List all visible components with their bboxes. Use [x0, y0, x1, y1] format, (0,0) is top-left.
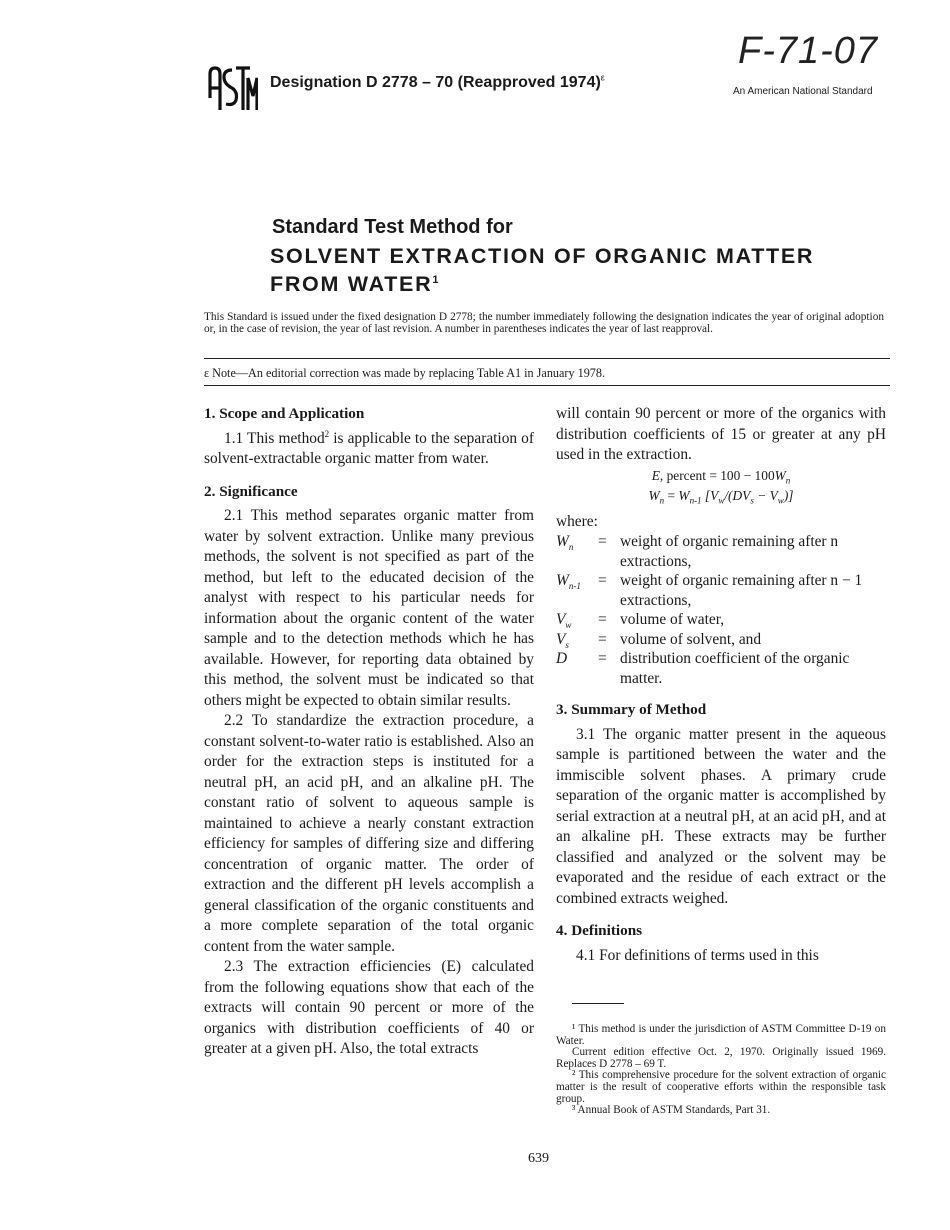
issued-statement: This Standard is issued under the fixed designation D 2778; the number immediately following the designation indicates the year of original adoption or, in the case of revision, the year of last revision. A number in parentheses indicates the year of last reapproval.: [204, 311, 884, 335]
footnote: ¹ This method is under the jurisdiction of ASTM Committee D-19 on Water.: [556, 1023, 886, 1047]
where-label: where:: [556, 512, 598, 530]
title-line-1: Standard Test Method for: [272, 216, 513, 238]
right-column: [556, 404, 886, 966]
left-column: [204, 404, 534, 1060]
paragraph-2-3: 2.3 The extraction efficiencies (E) calculated from the following equations show that each of the extracts will contain 90 percent or more of the organics with distribution coefficients of 40 or greater at a given pH. Also, the total extracts: [204, 958, 534, 1057]
section-heading: 4. Definitions: [556, 922, 643, 939]
title-line-3: FROM WATER$^1$: [270, 272, 439, 296]
handwritten-note: F-71-07: [738, 30, 879, 72]
paragraph-4-1: 4.1 For definitions of terms used in this: [576, 946, 819, 964]
paragraph-1-1: 1.1 This method$^2$ is applicable to the separation of solvent-extractable organic matter from water.: [204, 428, 534, 467]
definition-item: $V_w$ = volume of water,: [556, 611, 725, 631]
section-heading: 1. Scope and Application: [204, 405, 365, 422]
footnote: ² This comprehensive procedure for the solvent extraction of organic matter is the result of cooperative efforts within the responsible task group.: [556, 1069, 886, 1105]
footnote-rule: [572, 1003, 624, 1004]
definition-item: $W_n$ = weight of organic remaining after n extractions,: [556, 533, 839, 570]
paragraph-2-3-continued: will contain 90 percent or more of the organics with distribution coefficients of 15 or greater at any pH used in the extraction.: [556, 405, 886, 463]
definition-item: $W_{n-1}$ = weight of organic remaining after n − 1 extractions,: [556, 572, 863, 609]
definition-item: D = distribution coefficient of the organic matter.: [556, 650, 850, 687]
divider: [204, 385, 890, 386]
editorial-note: ε Note—An editorial correction was made by replacing Table A1 in January 1978.: [204, 366, 606, 380]
section-heading: 3. Summary of Method: [556, 701, 707, 718]
paragraph-2-1: 2.1 This method separates organic matter from water by solvent extraction. Unlike many previous methods, the solvent is not specified as part of the method, but left to the educated decision of the analyst with respect to his particular needs for information about the organic content of the water sample and to the detection methods which he has available. However, for reporting data obtained by this method, the solvent must be indicated so that others might be expected to obtain similar results.: [204, 507, 534, 709]
paragraph-2-2: 2.2 To standardize the extraction procedure, a constant solvent-to-water ratio is established. Also an order for the extraction steps is instituted for a neutral pH, an acid pH, and an alkaline pH. The constant ratio of solvent to aqueous sample is maintained to achieve a nearly constant extraction efficiency for samples of differing size and differing concentration of organic matter. The order of extraction and the different pH levels accomplish a general classification of the organic constituents and a more complete separation of the total organic content from the water sample.: [204, 712, 534, 955]
designation: Designation D 2778 – 70 (Reapproved 1974)$^\varepsilon$: [270, 72, 605, 91]
title-line-2: SOLVENT EXTRACTION OF ORGANIC MATTER: [270, 244, 815, 268]
footnotes: [556, 1024, 886, 1117]
astm-logo: [206, 62, 258, 114]
definition-list: [556, 532, 886, 688]
divider: [204, 358, 890, 359]
paragraph-3-1: 3.1 The organic matter present in the aqueous sample is partitioned between the water and the immiscible solvent phases. A primary crude separation of the organic matter is accomplished by serial extraction at a neutral pH, at an acid pH, and at an alkaline pH. These extracts may be further classified and analyzed or the solvent may be evaporated and the residue of each extract or the combined extracts weighed.: [556, 725, 886, 907]
national-standard-label: An American National Standard: [733, 86, 873, 97]
footnote: ³ Annual Book of ASTM Standards, Part 31.: [572, 1104, 771, 1117]
equation-2: $W_n = W_{n-1}$ $[V_w/(DV_s - V_w)]$: [648, 487, 794, 506]
definition-item: $V_s$ = volume of solvent, and: [556, 630, 762, 650]
section-heading: 2. Significance: [204, 482, 298, 500]
svg-text:ASTM: ASTM: [232, 113, 235, 114]
equation-1: E, percent = $100 - 100W_n$: [651, 467, 791, 486]
page-number: 639: [528, 1151, 549, 1166]
footnote: Current edition effective Oct. 2, 1970. Originally issued 1969. Replaces D 2778 – 69 T.: [556, 1046, 886, 1070]
